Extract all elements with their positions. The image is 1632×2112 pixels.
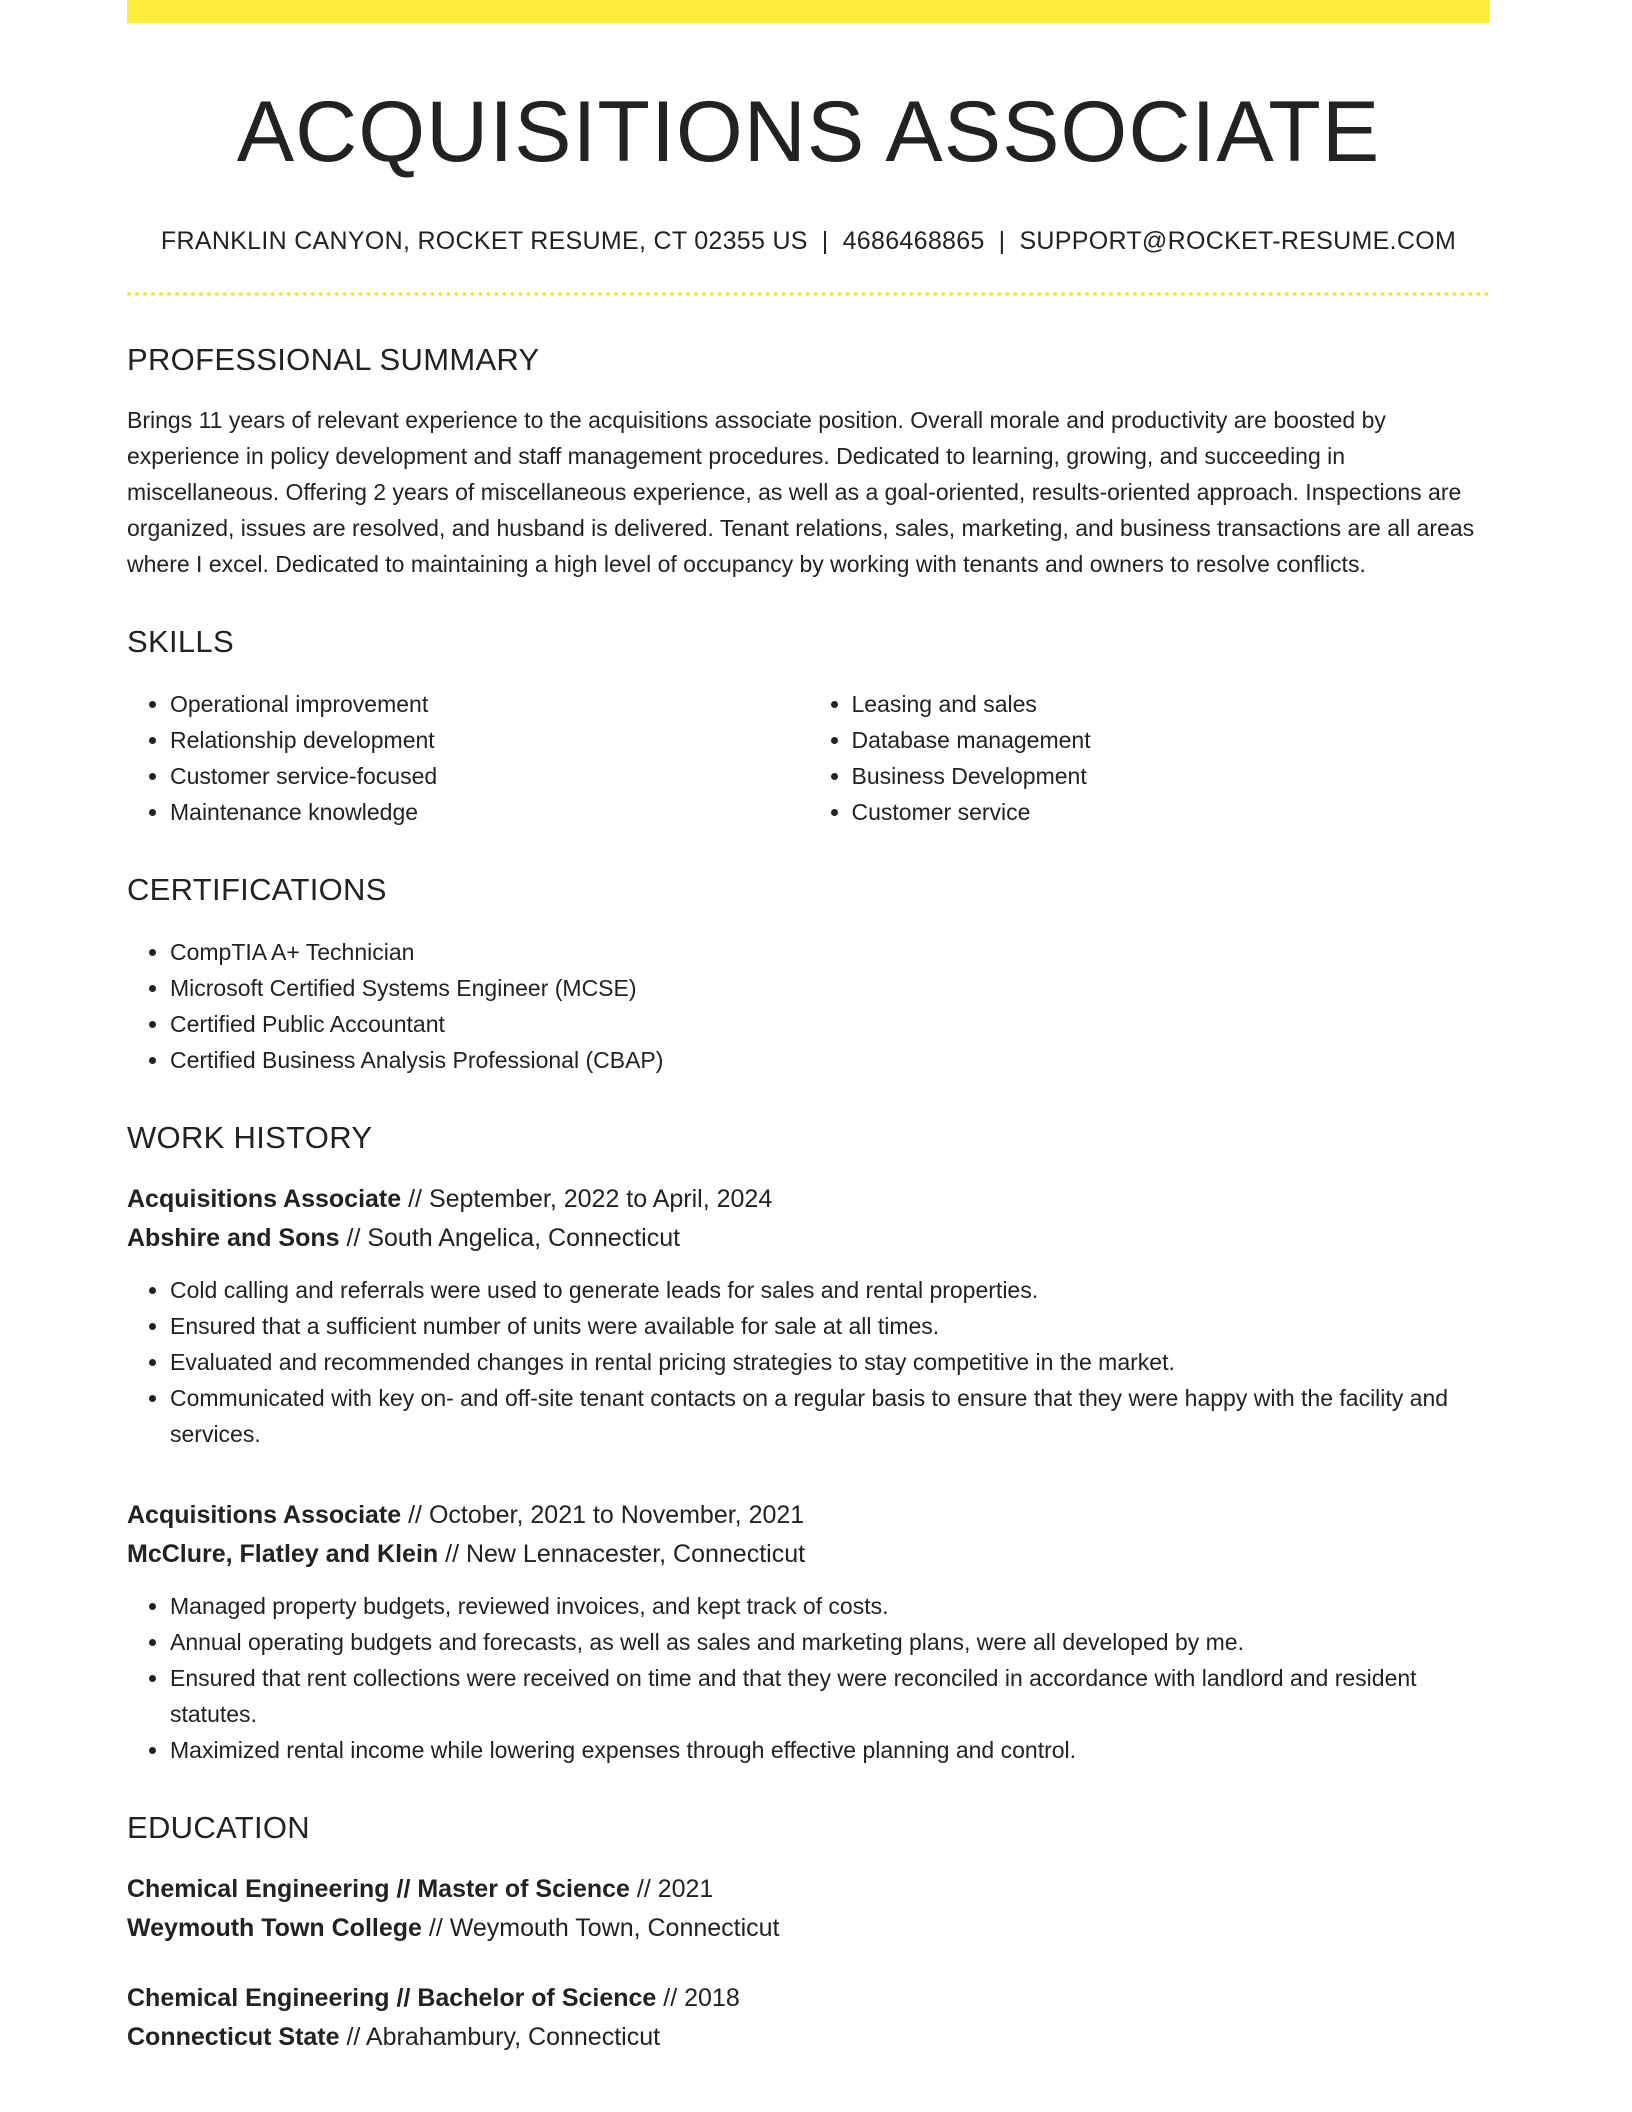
- job-dates: // September, 2022 to April, 2024: [401, 1184, 773, 1213]
- job-duty: • Communicated with key on- and off-site tenant contacts on a regular basis to ensure that they were happy with the facility and services.: [170, 1380, 1490, 1452]
- skills-grid: [127, 686, 1490, 830]
- job-company: McClure, Flatley and Klein: [127, 1539, 439, 1568]
- certification-item: • Certified Public Accountant: [170, 1006, 1490, 1042]
- job-duty: • Ensured that a sufficient number of units were available for sale at all times.: [170, 1308, 1490, 1344]
- certifications-list: [127, 934, 1490, 1078]
- skill-item: • Leasing and sales: [852, 686, 1491, 722]
- education-year: // 2018: [656, 1983, 740, 2012]
- skill-item: • Maintenance knowledge: [170, 794, 809, 830]
- education-school-line: [127, 2018, 1490, 2057]
- job-entry: [127, 1496, 1490, 1768]
- accent-top-bar: [127, 0, 1490, 23]
- education-location: // Abrahambury, Connecticut: [339, 2022, 661, 2051]
- education-school-line: [127, 1909, 1490, 1948]
- skills-heading: SKILLS: [127, 623, 234, 659]
- certification-item: • Microsoft Certified Systems Engineer (MCSE): [170, 970, 1490, 1006]
- job-duties: [127, 1588, 1490, 1768]
- summary-heading: PROFESSIONAL SUMMARY: [127, 341, 540, 377]
- resume-page: [127, 0, 1490, 2057]
- job-duty: • Annual operating budgets and forecasts, as well as sales and marketing plans, were all developed by me.: [170, 1624, 1490, 1660]
- job-location: // South Angelica, Connecticut: [339, 1223, 681, 1252]
- job-duties: [127, 1272, 1490, 1452]
- skills-list-right: [809, 686, 1491, 830]
- job-duty: • Cold calling and referrals were used to generate leads for sales and rental properties.: [170, 1272, 1490, 1308]
- education-school: Connecticut State: [127, 2022, 340, 2051]
- header-divider: [127, 292, 1490, 296]
- job-role: Acquisitions Associate: [127, 1500, 402, 1529]
- job-duty: • Managed property budgets, reviewed invoices, and kept track of costs.: [170, 1588, 1490, 1624]
- candidate-title: ACQUISITIONS ASSOCIATE: [236, 84, 1381, 180]
- skill-item: • Relationship development: [170, 722, 809, 758]
- contact-separator: |: [998, 226, 1006, 255]
- education-location: // Weymouth Town, Connecticut: [421, 1913, 780, 1942]
- contact-phone: 4686468865: [842, 226, 985, 255]
- education-degree: Chemical Engineering // Bachelor of Science: [127, 1983, 657, 2012]
- skill-item: • Business Development: [852, 758, 1491, 794]
- certification-item: • CompTIA A+ Technician: [170, 934, 1490, 970]
- education-degree-line: [127, 1870, 1490, 1909]
- job-company: Abshire and Sons: [127, 1223, 340, 1252]
- education-entry: [127, 1979, 1490, 2057]
- education-degree-line: [127, 1979, 1490, 2018]
- education-entry: [127, 1870, 1490, 1948]
- job-role-line: [127, 1180, 1490, 1219]
- skill-item: • Database management: [852, 722, 1491, 758]
- skill-item: • Customer service-focused: [170, 758, 809, 794]
- job-duty: • Evaluated and recommended changes in rental pricing strategies to stay competitive in the market.: [170, 1344, 1490, 1380]
- job-location: // New Lennacester, Connecticut: [438, 1539, 806, 1568]
- education-school: Weymouth Town College: [127, 1913, 422, 1942]
- skills-list-left: [127, 686, 809, 830]
- job-company-line: [127, 1219, 1490, 1258]
- summary-section: [127, 342, 1490, 582]
- education-heading: EDUCATION: [127, 1809, 310, 1845]
- work-history-section: [127, 1120, 1490, 1768]
- certifications-section: [127, 872, 1490, 1078]
- summary-text: Brings 11 years of relevant experience to the acquisitions associate position. Overall morale and productivity are boosted by experience in policy development and staff management procedures. Dedicated to learning, growing, and succeeding in miscellaneous. Offering 2 years of miscellaneous experience, as well as a goal-oriented, results-oriented approach. Inspections are organized, issues are resolved, and husband is delivered. Tenant relations, sales, marketing, and business transactions are all areas where I excel. Dedicated to maintaining a high level of occupancy by working with tenants and owners to resolve conflicts.: [127, 406, 1475, 577]
- education-year: // 2021: [629, 1874, 714, 1903]
- job-duty: • Ensured that rent collections were received on time and that they were reconciled in accordance with landlord and resident statutes.: [170, 1660, 1490, 1732]
- skill-item: • Customer service: [852, 794, 1491, 830]
- job-company-line: [127, 1535, 1490, 1574]
- job-role: Acquisitions Associate: [127, 1184, 402, 1213]
- education-section: [127, 1810, 1490, 2057]
- certifications-heading: CERTIFICATIONS: [127, 871, 387, 907]
- job-duty: • Maximized rental income while lowering expenses through effective planning and control.: [170, 1732, 1490, 1768]
- job-role-line: [127, 1496, 1490, 1535]
- skill-item: • Operational improvement: [170, 686, 809, 722]
- contact-email: SUPPORT@ROCKET-RESUME.COM: [1019, 226, 1457, 255]
- contact-separator: |: [821, 226, 829, 255]
- certification-item: • Certified Business Analysis Professional (CBAP): [170, 1042, 1490, 1078]
- education-degree: Chemical Engineering // Master of Science: [127, 1874, 630, 1903]
- contact-address: FRANKLIN CANYON, ROCKET RESUME, CT 02355 US: [160, 226, 808, 255]
- work-history-heading: WORK HISTORY: [127, 1119, 373, 1155]
- job-dates: // October, 2021 to November, 2021: [401, 1500, 805, 1529]
- job-entry: [127, 1180, 1490, 1452]
- contact-line: [127, 227, 1490, 256]
- skills-section: [127, 624, 1490, 830]
